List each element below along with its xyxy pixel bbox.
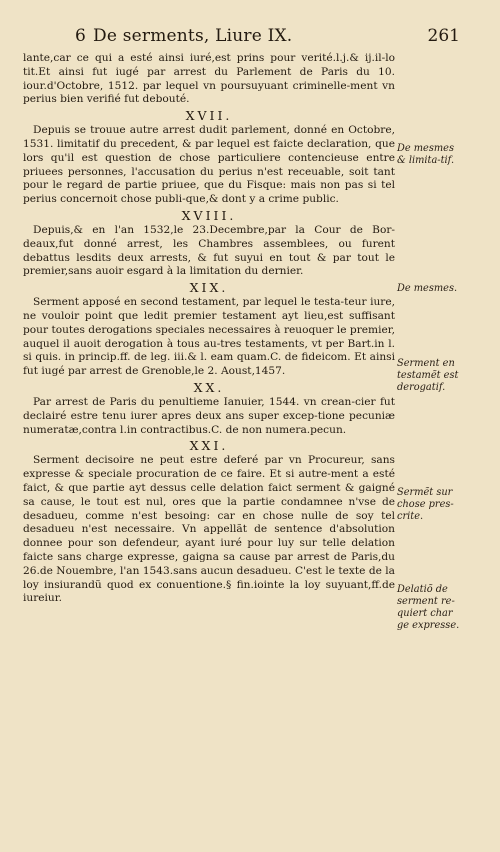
paragraph-continuation: lante,car ce qui a esté ainsi iuré,est prins pour verité.l.j.& ij.il-lo tit.Et ainsi fut iugé par arrest du Parlement de Paris du 10. iour.d'Octobre, 1512. par lequel vn poursuyuant criminelle-ment vn perius bien verifié fut debouté. [23, 52, 395, 106]
section-heading-xix: XIX. [189, 280, 229, 296]
section-heading-xx: XX. [193, 379, 225, 395]
header-title: De serments, Liure IX. [93, 26, 293, 46]
paragraph-xix: Serment apposé en second testament, par lequel le testa-teur iure, ne vouloir point que ledit premier testament ayt lieu,est suffisant pour toutes derogations speciales necessaires à reuoquer le premier, auquel il auoit derogation à tous au-tres testaments, vt per Bart.in l. si quis. in princip.ff. de leg. iii.& l. eam quam.C. de fideicom. Et ainsi fut iugé par arrest de Grenoble,le 2. Aoust,1457. [23, 296, 395, 378]
paragraph-xviii: Depuis,& en l'an 1532,le 23.Decembre,par la Cour de Bor-deaux,fut donné arrest, les Chambres assemblees, ou furent debattus lesdits deux arrests, & fut suyui en tout & par tout le premier,sans auoir esgard à la limitation du dernier. [23, 223, 395, 278]
running-header [75, 26, 460, 50]
paragraph-xxi: Serment decisoire ne peut estre deferé par vn Procureur, sans expresse & speciale procuration de ce faire. Et si autre-ment a esté faict, & que partie ayt dessus celle delation faict serment & gaigné sa cause, le tout est nul, ores que la partie condamnee n'vse de desadueu, comme n'est besoing: car en chose nulle de soy tel desadueu n'est necessaire. Vn appellãt de sentence d'absolution donnee pour son defendeur, ayant iuré pour luy sur telle delation faicte sans charge expresse, gaigna sa cause par arrest de Paris,du 26.de Nouembre, l'an 1543.sans aucun desadueu. C'est le texte de la loy insiurandũ quod ex conuentione.§ fin.iointe la loy suyuant,ff.de iureiur. [23, 454, 395, 605]
margin-note-delation-serment: Delatiõ de serment re-quiert char ge expresse. [397, 584, 460, 631]
section-heading-xxi: XXI. [189, 438, 229, 454]
header-left-number: 6 [75, 26, 86, 46]
paragraph-xvii: Depuis se trouue autre arrest dudit parlement, donné en Octobre, 1531. limitatif du precedent, & par lequel est faicte declaration, que lors qu'il est question de chose particuliere contencieuse entre priuees personnes, l'accusation du perius n'est receuable, soit tant pour le regard de partie priuee, que du Fisque: mais non pas si tel perius concernoit chose publi-que,& dont y a crime public. [23, 124, 395, 206]
section-heading-xviii: XVIII. [181, 207, 237, 223]
margin-note-de-mesmes-limitatif: De mesmes & limita-tif. [397, 143, 455, 166]
margin-note-serment-testament: Serment en testamẽt est derogatif. [397, 358, 459, 393]
section-heading-xvii: XVII. [185, 108, 233, 124]
page-number: 261 [427, 26, 460, 46]
body-text [23, 52, 395, 607]
margin-note-serment-prescrite: Sermẽt sur chose pres-crite. [397, 487, 454, 522]
paragraph-xx: Par arrest de Paris du penultieme Ianuier, 1544. vn crean-cier fut declairé estre tenu iurer apres deux ans super excep-tione pecuniæ numeratæ,contra l.in contractibus.C. de non numera.pecun. [23, 395, 395, 436]
margin-note-de-mesmes: De mesmes. [397, 283, 458, 294]
